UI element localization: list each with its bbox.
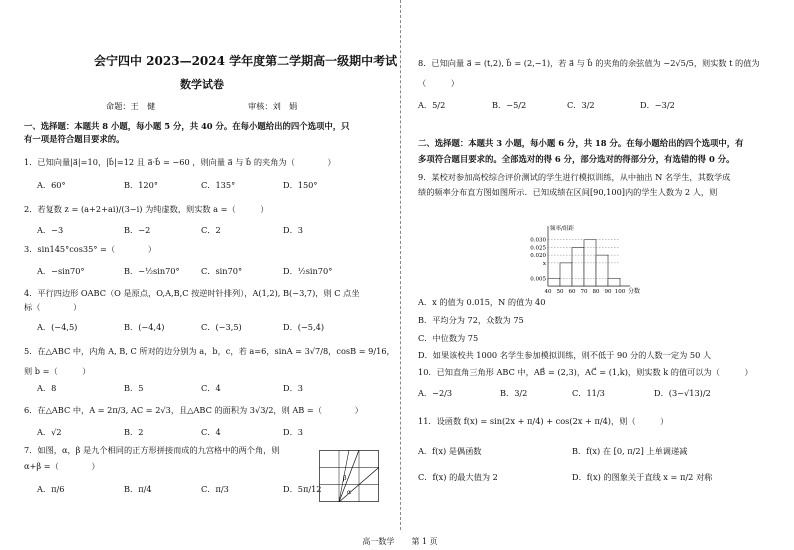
q3-stem: 3．sin145°cos35° =（ ）	[24, 244, 157, 254]
q7-option-b: B．π/4	[124, 484, 152, 494]
q7-option-c: C．π/3	[201, 484, 229, 494]
q11-option-a: A．f(x) 是偶函数	[418, 446, 482, 456]
q8-option-c: C．3/2	[567, 100, 595, 110]
histogram-bar	[608, 278, 620, 286]
nine-grid-figure	[319, 450, 379, 502]
q4-stem: 4．平行四边形 OABC（O 是原点，O,A,B,C 按逆时针排列），A(1,2), B(−3,7)，则 C 点坐	[24, 288, 360, 298]
y-axis-label: 频率/组距	[550, 226, 574, 232]
q10-option-c: C．11/3	[572, 388, 605, 398]
q2-option-d: D．3	[283, 225, 303, 235]
section2-heading: 二、选择题：本题共 3 小题，每小题 6 分，共 18 分。在每小题给出的四个选项中，有	[418, 138, 744, 148]
q9-stem: 9．某校对参加高校综合评价测试的学生进行模拟训练，从中抽出 N 名学生，其数学成	[418, 172, 731, 182]
q8-stem-2: （ ）	[418, 78, 459, 88]
q6-option-c: C．4	[201, 427, 221, 437]
q7-option-d: D．5π/12	[283, 484, 322, 494]
q11-option-b: B．f(x) 在 [0, π/2] 上单调递减	[572, 446, 688, 456]
q7-option-a: A．π/6	[37, 484, 65, 494]
q5-option-b: B．5	[124, 383, 144, 393]
q4-option-b: B．(−4,4)	[124, 322, 165, 332]
q5-option-a: A．8	[37, 383, 57, 393]
q10-option-b: B．3/2	[500, 388, 528, 398]
q7-stem-2: α+β =（ ）	[24, 461, 100, 471]
q3-option-c: C．sin70°	[201, 266, 243, 276]
q6-option-a: A．√2	[37, 427, 62, 437]
svg-text:α: α	[347, 489, 352, 496]
q8-option-d: D．−3/2	[640, 100, 675, 110]
q4-option-c: C．(−3,5)	[201, 322, 242, 332]
x-axis-label: 分数	[627, 288, 640, 295]
q5-option-c: C．4	[201, 383, 221, 393]
left-column	[10, 0, 398, 520]
x-tick-label: 90	[604, 289, 612, 295]
frequency-histogram	[520, 224, 640, 296]
y-tick-label: 0.030	[530, 237, 546, 244]
section2-heading-2: 多项符合题目要求的。全部选对的得 6 分，部分选对的得部分分，有选错的得 0 分。	[418, 154, 735, 164]
q4-stem-2: 标（ ）	[24, 302, 82, 312]
column-divider	[400, 0, 401, 530]
q2-stem: 2．若复数 z = (a+2+ai)/(3−i) 为纯虚数，则实数 a =（ ）	[24, 204, 269, 214]
q9-option-a: A．x 的值为 0.015，N 的值为 40	[418, 297, 546, 307]
q9-option-b: B．平均分为 72，众数为 75	[418, 315, 524, 325]
q8-option-b: B．−5/2	[492, 100, 527, 110]
q8-stem: 8．已知向量 a⃗ = (t,2), b⃗ = (2,−1)，若 a⃗ 与 b⃗ 的夹角的余弦值为 −2√5/5，则实数 t 的值为	[418, 58, 760, 68]
x-tick-label: 80	[592, 289, 600, 295]
y-tick-label: 0.020	[530, 253, 546, 260]
q1-option-b: B．120°	[124, 180, 158, 190]
exam-subject: 数学试卷	[180, 78, 224, 91]
x-tick-label: 50	[556, 289, 564, 295]
q11-option-c: C．f(x) 的最大值为 2	[418, 472, 498, 482]
x-tick-label: 60	[568, 289, 576, 295]
footer-page: 第 1 页	[411, 537, 438, 546]
y-tick-label: 0.025	[530, 245, 546, 252]
y-tick-label: 0.005	[530, 276, 546, 283]
q9-option-c: C．中位数为 75	[418, 333, 479, 343]
q4-option-a: A．(−4,5)	[37, 322, 78, 332]
q3-option-d: D．½sin70°	[283, 266, 333, 276]
y-tick-label: x	[542, 260, 546, 267]
q1-option-c: C．135°	[201, 180, 236, 190]
q6-option-b: B．2	[124, 427, 144, 437]
histogram-bar	[572, 247, 584, 286]
exam-title: 会宁四中 2023—2024 学年度第二学期高一级期中考试	[94, 54, 398, 68]
page-footer	[300, 536, 500, 547]
section1-heading: 一、选择题：本题共 8 小题，每小题 5 分，共 40 分。在每小题给出的四个选项中，只	[24, 121, 350, 131]
q2-option-b: B．−2	[124, 225, 151, 235]
q10-stem: 10．已知直角三角形 ABC 中，AB⃗ = (2,3)，AC⃗ = (1,k)，则实数 k 的值可以为（ ）	[418, 367, 753, 377]
q3-option-a: A．−sin70°	[37, 266, 85, 276]
q5-option-d: D．3	[283, 383, 303, 393]
x-tick-label: 70	[580, 289, 588, 295]
q5-stem-2: 则 b =（ ）	[24, 366, 91, 376]
q2-option-a: A．−3	[37, 225, 64, 235]
q6-stem: 6．在△ABC 中，A = 2π/3, AC = 2√3，且△ABC 的面积为 3√3/2，则 AB =（ ）	[24, 405, 363, 415]
x-tick-label: 40	[544, 289, 552, 295]
q7-stem: 7．如图，α，β 是九个相同的正方形拼接而成的九宫格中的两个角，则	[24, 445, 280, 455]
svg-text:β: β	[343, 475, 347, 482]
q11-option-d: D．f(x) 的图象关于直线 x = π/2 对称	[572, 472, 713, 482]
histogram-bar	[548, 278, 560, 286]
q9-stem-2: 绩的频率分布直方图如图所示．已知成绩在区间[90,100]内的学生人数为 2 人，则	[418, 187, 718, 197]
q1-option-d: D．150°	[283, 180, 318, 190]
reviewer: 审核：刘 娟	[248, 101, 298, 111]
q3-option-b: B．−½sin70°	[124, 266, 180, 276]
section1-heading-2: 有一项是符合题目要求的。	[24, 134, 125, 144]
q2-option-c: C．2	[201, 225, 221, 235]
q9-option-d: D．如果该校共 1000 名学生参加模拟训练，则不低于 90 分的人数一定为 50 人	[418, 350, 712, 360]
q5-stem: 5．在△ABC 中，内角 A, B, C 所对的边分别为 a，b，c，若 a=6，sinA = 3√7/8，cosB = 9/16，	[24, 346, 395, 356]
setter: 命题：王 健	[106, 101, 156, 111]
q1-option-a: A．60°	[37, 180, 66, 190]
q8-option-a: A．5/2	[418, 100, 446, 110]
x-tick-label: 100	[614, 289, 626, 295]
q11-stem: 11．设函数 f(x) = sin(2x + π/4) + cos(2x + π/4)，则（ ）	[418, 416, 669, 426]
q1-stem: 1．已知向量|a⃗|=10，|b⃗|=12 且 a⃗·b⃗ = −60 ，则向量 a⃗ 与 b⃗ 的夹角为（ ）	[24, 157, 336, 167]
q4-option-d: D．(−5,4)	[283, 322, 325, 332]
footer-course: 高一数学	[362, 537, 395, 546]
histogram-bar	[596, 255, 608, 286]
histogram-bar	[560, 263, 572, 286]
q6-option-d: D．3	[283, 427, 303, 437]
q10-option-d: D．(3−√13)/2	[654, 388, 711, 398]
q10-option-a: A．−2/3	[418, 388, 453, 398]
